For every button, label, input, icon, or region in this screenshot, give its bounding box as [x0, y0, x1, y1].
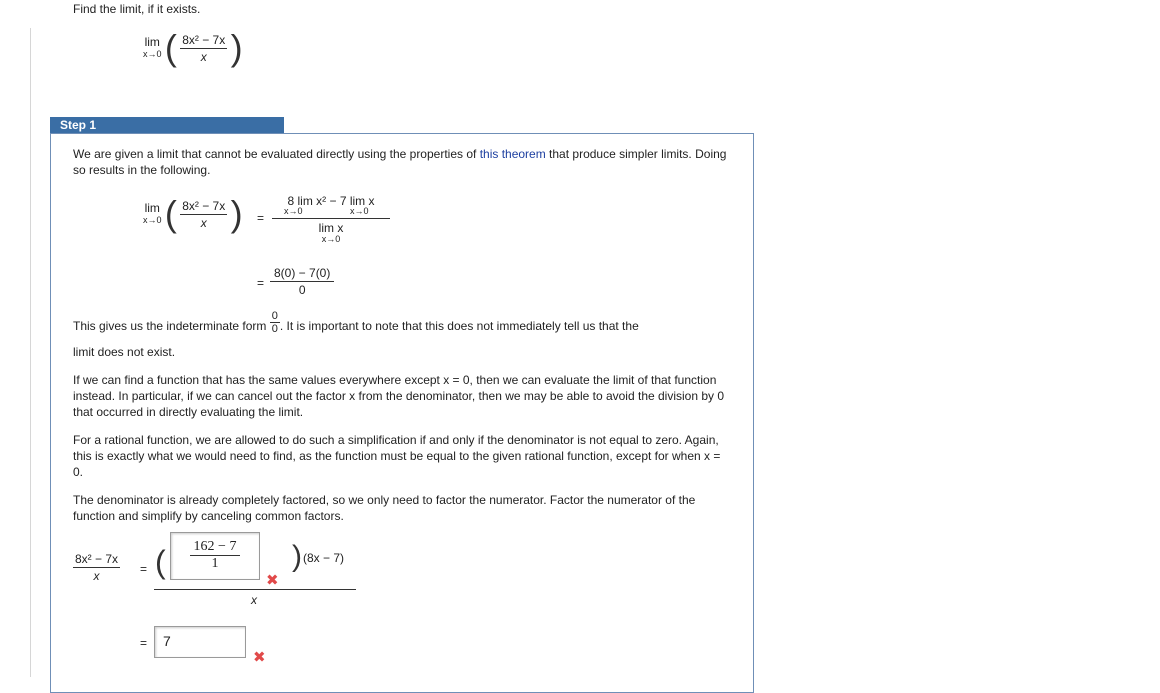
- fraction-denominator: 0: [271, 323, 278, 336]
- answer-input-2[interactable]: [154, 626, 246, 658]
- eq3-lhs-fraction: [73, 551, 120, 584]
- eq1-rhs: [272, 194, 390, 244]
- fraction-denominator: x: [200, 49, 207, 64]
- rhs-denominator: lim x: [318, 221, 344, 235]
- lim-operator: [143, 36, 162, 60]
- lim-subscript: x→0: [143, 49, 162, 59]
- eq1-equals: =: [257, 211, 265, 225]
- p1-text-before: We are given a limit that cannot be evaluated directly using the properties of: [73, 147, 480, 161]
- paragraph-1: [73, 146, 733, 178]
- incorrect-icon: ✖: [253, 649, 266, 666]
- rhs-sub-b: x→0: [350, 206, 369, 216]
- eq4-equals: =: [140, 636, 148, 650]
- lim-operator: [143, 202, 162, 226]
- indeterminate-fraction: [270, 310, 280, 335]
- fraction-denominator: x: [93, 569, 100, 583]
- answer-input-1[interactable]: [170, 532, 260, 580]
- p2-text-after: . It is important to note that this does not immediately tell us that the: [279, 319, 639, 333]
- left-rule: [30, 28, 31, 677]
- rhs-sub-a: x→0: [284, 206, 303, 216]
- problem-expression: [143, 27, 243, 70]
- right-paren: ): [230, 27, 243, 68]
- eq3-left-paren: (: [155, 544, 166, 580]
- eq2-equals: =: [257, 276, 265, 290]
- left-paren: (: [164, 27, 177, 68]
- eq3-right-paren: ): [292, 540, 302, 573]
- lim-word: lim: [144, 35, 160, 49]
- eq1-fraction: [180, 198, 227, 231]
- p2-text-before: This gives us the indeterminate form: [73, 319, 270, 333]
- paragraph-3: If we can find a function that has the same values everywhere except x = 0, then we can evaluate the limit of that function instead. In particular, if we can cancel out the factor x from the denominator, then we may be able to avoid the division by 0 that occurred in directly evaluating the limit.: [73, 373, 725, 419]
- rhs-numerator: 8 lim x² − 7 lim x: [287, 194, 375, 208]
- p1-text-after: that produce simpler limits. Doing so results in the following.: [73, 147, 727, 177]
- paragraph-5: The denominator is already completely factored, so we only need to factor the numerator. Factor the numerator of the function and simplify by canceling common factors.: [73, 493, 696, 523]
- eq3-fraction-bar: [154, 589, 356, 590]
- left-paren: (: [164, 193, 177, 234]
- fraction-numerator: 8x² − 7x: [182, 198, 226, 213]
- equation-1-lhs: [143, 193, 243, 236]
- incorrect-icon: ✖: [266, 572, 279, 589]
- problem-fraction: [180, 32, 227, 65]
- fraction-numerator: 8(0) − 7(0): [270, 265, 334, 282]
- step-header: Step 1: [50, 117, 284, 133]
- answer-value: 7: [163, 633, 171, 649]
- rhs-denominator-sub: x→0: [321, 234, 341, 244]
- answer-numerator: 162 − 7: [190, 539, 241, 556]
- paragraph-4: For a rational function, we are allowed to do such a simplification if and only if the denominator is not equal to zero. Again, this is exactly what we would need to find, as the function must be equal to the given rational function, except for when x = 0.: [73, 433, 721, 479]
- paragraph-2-line2: limit does not exist.: [73, 345, 176, 359]
- problem-prompt: Find the limit, if it exists.: [73, 2, 201, 16]
- fraction-numerator: 0: [271, 310, 278, 323]
- answer-denominator: 1: [211, 556, 219, 571]
- fraction-numerator: 8x² − 7x: [75, 552, 119, 566]
- fraction-numerator: 8x² − 7x: [182, 32, 226, 47]
- fraction-denominator: 0: [298, 283, 306, 297]
- theorem-link[interactable]: this theorem: [479, 147, 546, 161]
- lim-word: lim: [144, 201, 160, 215]
- fraction-denominator: x: [200, 215, 207, 230]
- eq2-fraction: [270, 265, 334, 298]
- eq3-equals: =: [140, 562, 148, 576]
- eq3-big-denominator: x: [251, 593, 257, 607]
- right-paren: ): [230, 193, 243, 234]
- eq3-factor: (8x − 7): [303, 551, 345, 565]
- lim-subscript: x→0: [143, 215, 162, 225]
- paragraph-2: [73, 310, 733, 336]
